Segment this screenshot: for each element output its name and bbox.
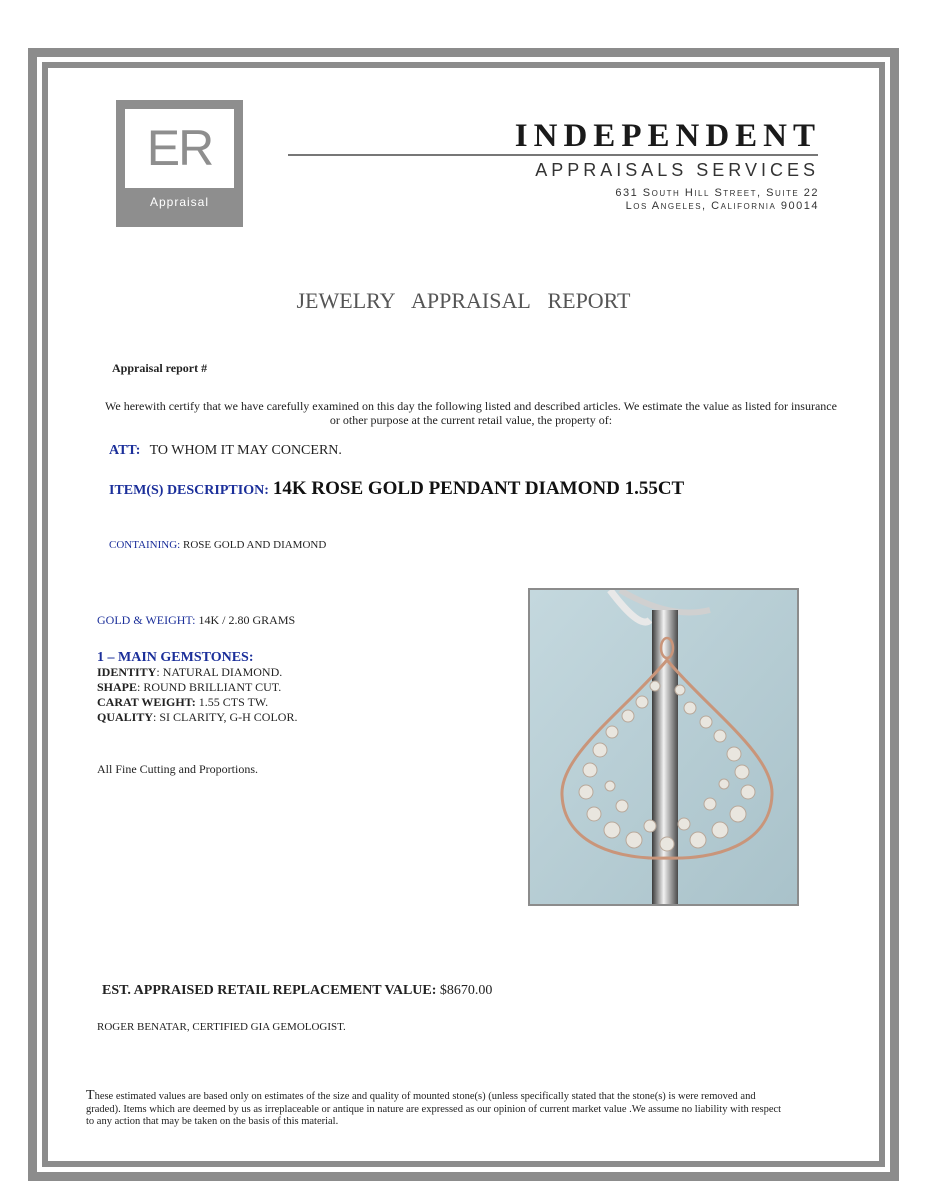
address-line-2: Los Angeles, California 90014 <box>625 200 819 212</box>
appraisal-report-number: Appraisal report # <box>112 361 208 375</box>
er-appraisal-logo <box>116 100 243 227</box>
disclaimer <box>86 1090 786 1129</box>
item-description <box>109 478 684 500</box>
identity-value: : NATURAL DIAMOND. <box>156 665 283 679</box>
address-line-1: 631 South Hill Street, Suite 22 <box>615 187 819 199</box>
containing-value: ROSE GOLD AND DIAMOND <box>182 539 327 551</box>
quality-line <box>97 710 297 725</box>
pendant-photo <box>528 588 799 906</box>
quality-value: : SI CLARITY, G-H COLOR. <box>153 710 298 724</box>
company-name: INDEPENDENT <box>514 118 821 154</box>
gold-weight-line <box>97 613 295 628</box>
quality-label: QUALITY <box>97 710 154 724</box>
estimated-value: $8670.00 <box>439 983 493 998</box>
shape-line <box>97 680 297 695</box>
pendant-illustration <box>530 590 797 904</box>
display-stand <box>652 610 678 904</box>
report-title: JEWELRY APPRAISAL REPORT <box>296 288 631 313</box>
att-value: TO WHOM IT MAY CONCERN. <box>149 443 342 458</box>
identity-label: IDENTITY <box>97 665 157 679</box>
certification-statement: We herewith certify that we have carefully examined on this day the following listed and described articles. We estimate the value as listed for insurance or other purpose at the current retail value, the property of: <box>105 399 837 427</box>
gold-weight-label: GOLD & WEIGHT: <box>97 613 196 627</box>
att-label: ATT: <box>109 443 141 458</box>
estimated-value-label: EST. APPRAISED RETAIL REPLACEMENT VALUE: <box>102 983 437 998</box>
containing-label: CONTAINING: <box>109 539 181 551</box>
carat-weight-line <box>97 695 297 710</box>
logo-label: Appraisal <box>125 188 234 218</box>
shape-value: : ROUND BRILLIANT CUT. <box>137 680 282 694</box>
header-divider <box>288 154 818 156</box>
gemologist-signature-line: ROGER BENATAR, CERTIFIED GIA GEMOLOGIST. <box>97 1021 346 1033</box>
gold-weight-value: 14K / 2.80 GRAMS <box>198 613 296 627</box>
carat-weight-label: CARAT WEIGHT: <box>97 695 196 709</box>
company-subtitle: APPRAISALS SERVICES <box>535 160 819 180</box>
disclaimer-text: hese estimated values are based only on estimates of the size and quality of mounted stone(s) (unless specifically stated that the stone(s) is were removed and graded). Items which are deemed by us as irreplaceable or antique in nature are expressed as our opinion of current market value .We assume no liability with respect to any action that may be taken on the basis of this material. <box>86 1091 782 1127</box>
att-line <box>109 443 342 459</box>
estimated-value-line <box>102 983 492 999</box>
logo-mark: ER <box>146 120 213 176</box>
item-description-label: ITEM(S) DESCRIPTION: <box>109 483 269 498</box>
containing-line <box>109 539 326 551</box>
fine-cutting-note: All Fine Cutting and Proportions. <box>97 762 259 776</box>
shape-label: SHAPE <box>97 680 138 694</box>
item-description-value: 14K ROSE GOLD PENDANT DIAMOND 1.55CT <box>272 478 685 499</box>
main-gemstones <box>97 650 297 725</box>
identity-line <box>97 665 297 680</box>
disclaimer-initial: T <box>86 1088 95 1103</box>
gemstones-title: 1 – MAIN GEMSTONES: <box>97 650 254 665</box>
carat-weight-value: 1.55 CTS TW. <box>195 695 269 709</box>
